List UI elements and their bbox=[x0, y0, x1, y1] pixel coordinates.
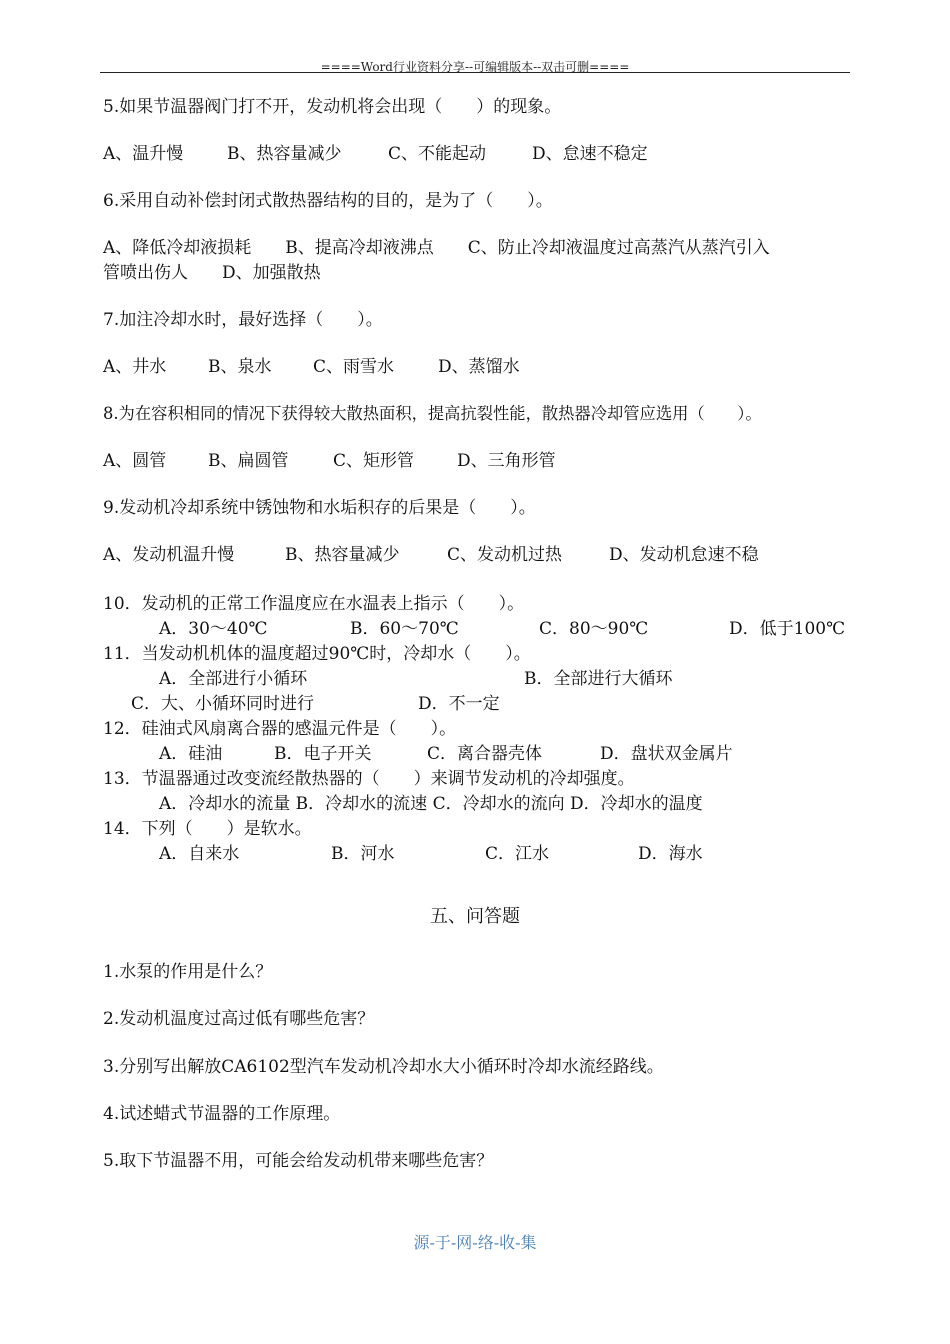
question-6-options-line-1: A、降低冷却液损耗 B、提高冷却液沸点 C、防止冷却液温度过高蒸汽从蒸汽引入 bbox=[103, 238, 770, 258]
question-7-option-b: B、泉水 bbox=[208, 357, 272, 377]
question-11-option-a: A．全部进行小循环 bbox=[159, 669, 308, 689]
question-10-option-d: D．低于100℃ bbox=[729, 619, 846, 639]
question-14-option-d: D．海水 bbox=[638, 844, 703, 864]
question-5-option-c: C、不能起动 bbox=[388, 144, 487, 164]
question-9-option-a: A、发动机温升慢 bbox=[103, 545, 235, 565]
question-14-option-c: C．江水 bbox=[485, 844, 550, 864]
question-5-option-b: B、热容量减少 bbox=[227, 144, 342, 164]
question-9-stem: 9.发动机冷却系统中锈蚀物和水垢积存的后果是（ ）。 bbox=[103, 498, 536, 518]
question-12-option-a: A．硅油 bbox=[159, 744, 223, 764]
question-10-option-a: A．30～40℃ bbox=[159, 619, 268, 639]
essay-question-2: 2.发动机温度过高过低有哪些危害？ bbox=[103, 1009, 375, 1029]
question-9-option-c: C、发动机过热 bbox=[447, 545, 563, 565]
question-11-option-c: C．大、小循环同时进行 bbox=[131, 694, 315, 714]
question-13-options: A．冷却水的流量 B．冷却水的流速 C．冷却水的流向 D．冷却水的温度 bbox=[159, 794, 703, 814]
question-10-option-b: B．60～70℃ bbox=[350, 619, 459, 639]
header-rule bbox=[100, 72, 850, 73]
question-6-options-line-2: 管喷出伤人 D、加强散热 bbox=[103, 263, 321, 283]
question-12-option-c: C．离合器壳体 bbox=[427, 744, 543, 764]
question-8-option-b: B、扁圆管 bbox=[208, 451, 289, 471]
essay-question-4: 4.试述蜡式节温器的工作原理。 bbox=[103, 1104, 341, 1124]
section-title: 五、问答题 bbox=[430, 906, 520, 927]
question-7-option-d: D、蒸馏水 bbox=[438, 357, 520, 377]
page-header: ====Word行业资料分享--可编辑版本--双击可删==== bbox=[320, 60, 630, 74]
question-8-stem: 8.为在容积相同的情况下获得较大散热面积，提高抗裂性能，散热器冷却管应选用（ ）。 bbox=[103, 404, 762, 423]
question-11-stem: 11．当发动机机体的温度超过90℃时，冷却水（ ）。 bbox=[103, 644, 531, 664]
page-footer: 源-于-网-络-收-集 bbox=[413, 1233, 537, 1252]
question-11-option-d: D．不一定 bbox=[418, 694, 500, 714]
question-14-option-a: A．自来水 bbox=[159, 844, 240, 864]
question-5-option-a: A、温升慢 bbox=[103, 144, 184, 164]
question-12-option-d: D．盘状双金属片 bbox=[600, 744, 733, 764]
question-10-stem: 10．发动机的正常工作温度应在水温表上指示（ ）。 bbox=[103, 594, 525, 614]
question-7-option-c: C、雨雪水 bbox=[313, 357, 395, 377]
essay-question-1: 1.水泵的作用是什么？ bbox=[103, 962, 273, 982]
question-14-stem: 14．下列（ ）是软水。 bbox=[103, 819, 312, 839]
question-13-stem: 13．节温器通过改变流经散热器的（ ）来调节发动机的冷却强度。 bbox=[103, 769, 635, 789]
question-8-option-d: D、三角形管 bbox=[457, 451, 556, 471]
question-7-option-a: A、井水 bbox=[103, 357, 167, 377]
question-9-option-d: D、发动机怠速不稳 bbox=[609, 545, 759, 565]
essay-question-5: 5.取下节温器不用，可能会给发动机带来哪些危害？ bbox=[103, 1151, 494, 1171]
question-5-stem: 5.如果节温器阀门打不开，发动机将会出现（ ）的现象。 bbox=[103, 97, 562, 117]
question-9-option-b: B、热容量减少 bbox=[285, 545, 400, 565]
question-5-option-d: D、怠速不稳定 bbox=[532, 144, 648, 164]
question-14-option-b: B．河水 bbox=[331, 844, 395, 864]
question-10-option-c: C．80～90℃ bbox=[539, 619, 649, 639]
question-11-option-b: B．全部进行大循环 bbox=[524, 669, 673, 689]
question-8-option-a: A、圆管 bbox=[103, 451, 167, 471]
essay-question-3: 3.分别写出解放CA6102型汽车发动机冷却水大小循环时冷却水流经路线。 bbox=[103, 1057, 664, 1077]
question-8-option-c: C、矩形管 bbox=[333, 451, 415, 471]
question-12-stem: 12．硅油式风扇离合器的感温元件是（ ）。 bbox=[103, 719, 457, 739]
question-6-stem: 6.采用自动补偿封闭式散热器结构的目的，是为了（ ）。 bbox=[103, 191, 553, 211]
question-12-option-b: B．电子开关 bbox=[274, 744, 372, 764]
question-7-stem: 7.加注冷却水时，最好选择（ ）。 bbox=[103, 310, 383, 330]
